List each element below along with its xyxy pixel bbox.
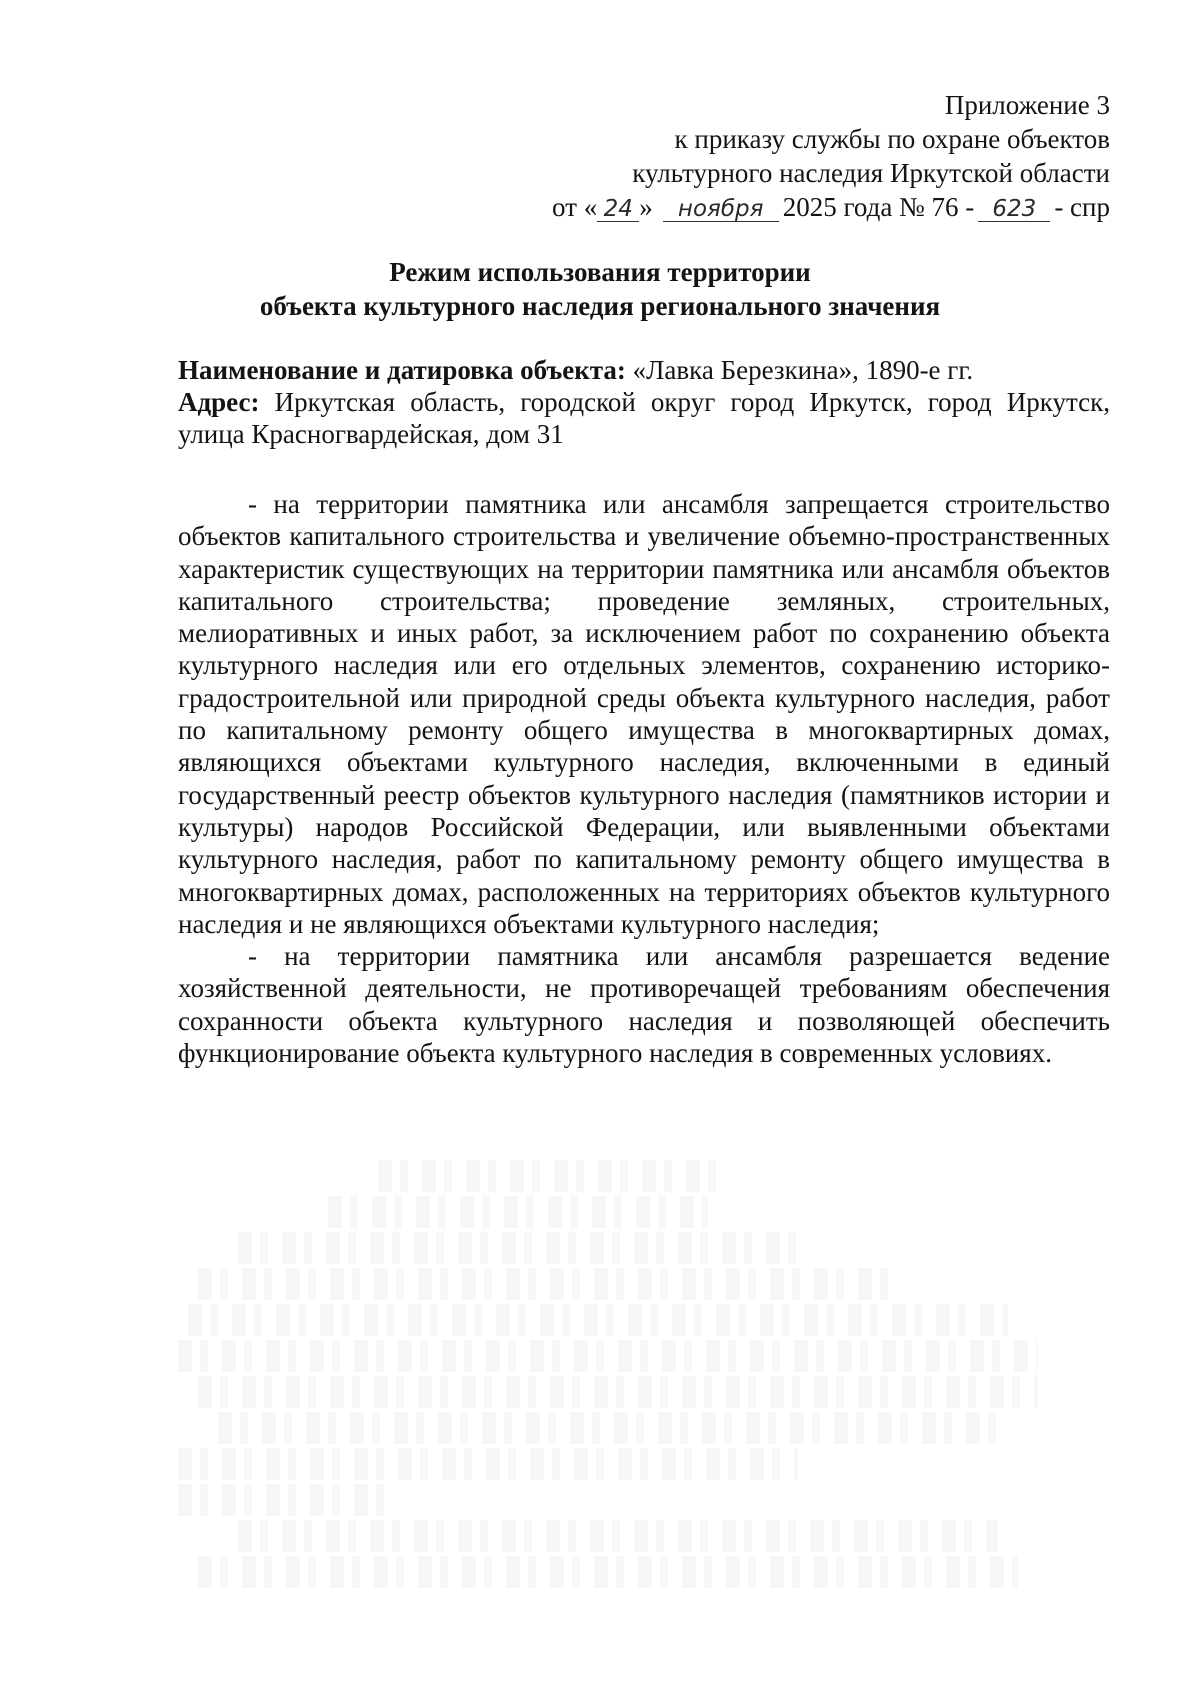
handwritten-order-number: 623 bbox=[978, 197, 1050, 222]
title-line-1: Режим использования территории bbox=[389, 257, 811, 287]
object-name-row bbox=[178, 354, 1110, 386]
appendix-number: Приложение 3 bbox=[944, 90, 1110, 120]
object-address-row bbox=[178, 386, 1110, 450]
date-prefix: от « bbox=[552, 192, 598, 222]
handwritten-day: 24 bbox=[597, 197, 639, 222]
object-address-label: Адрес: bbox=[178, 387, 260, 417]
object-name-label: Наименование и датировка объекта: bbox=[178, 355, 626, 385]
appendix-header bbox=[552, 88, 1110, 224]
handwritten-month: ноября bbox=[663, 197, 779, 222]
authority-line: культурного наследия Иркутской области bbox=[632, 158, 1110, 188]
object-name-value: «Лавка Березкина», 1890-е гг. bbox=[632, 355, 974, 385]
object-meta bbox=[178, 354, 1110, 450]
regime-paragraph-permitted: - на территории памятника или ансамбля разрешается ведение хозяйственной деятельности, не противоречащей требованиям обеспечения сохранности объекта культурного наследия и позволяющей обеспечить функционирование объекта культурного наследия в современных условиях. bbox=[178, 941, 1110, 1069]
order-date-line bbox=[552, 190, 1110, 224]
order-suffix: - спр bbox=[1054, 192, 1110, 222]
document-title bbox=[0, 255, 1200, 323]
order-reference-line: к приказу службы по охране объектов bbox=[674, 124, 1110, 154]
regime-paragraph-prohibited: - на территории памятника или ансамбля запрещается строительство объектов капитального строительства и увеличение объемно-пространственных характеристик существующих на территории памятника или ансамбля объектов капитального строительства; проведение земляных, строительных, мелиоративных и иных работ, за исключением работ по сохранению объекта культурного наследия или его отдельных элементов, сохранению историко-градостроительной или природной среды объекта культурного наследия, работ по капитальному ремонту общего имущества в многоквартирных домах, являющихся объектами культурного наследия, включенными в единый государственный реестр объектов культурного наследия (памятников истории и культуры) народов Российской Федерации, или выявленными объектами культурного наследия, работ по капитальному ремонту общего имущества в многоквартирных домах, расположенных на территориях объектов культурного наследия и не являющихся объектами культурного наследия; bbox=[178, 489, 1110, 939]
title-line-2: объекта культурного наследия регионального значения bbox=[259, 291, 941, 321]
object-address-value: Иркутская область, городской округ город Иркутск, город Иркутск, улица Красногвардейская, дом 31 bbox=[178, 387, 1111, 449]
regime-body bbox=[178, 488, 1110, 1069]
date-mid: » bbox=[639, 192, 653, 222]
bleed-through-artifact bbox=[178, 1160, 1110, 1592]
date-year-text: 2025 года № 76 - bbox=[782, 192, 975, 222]
